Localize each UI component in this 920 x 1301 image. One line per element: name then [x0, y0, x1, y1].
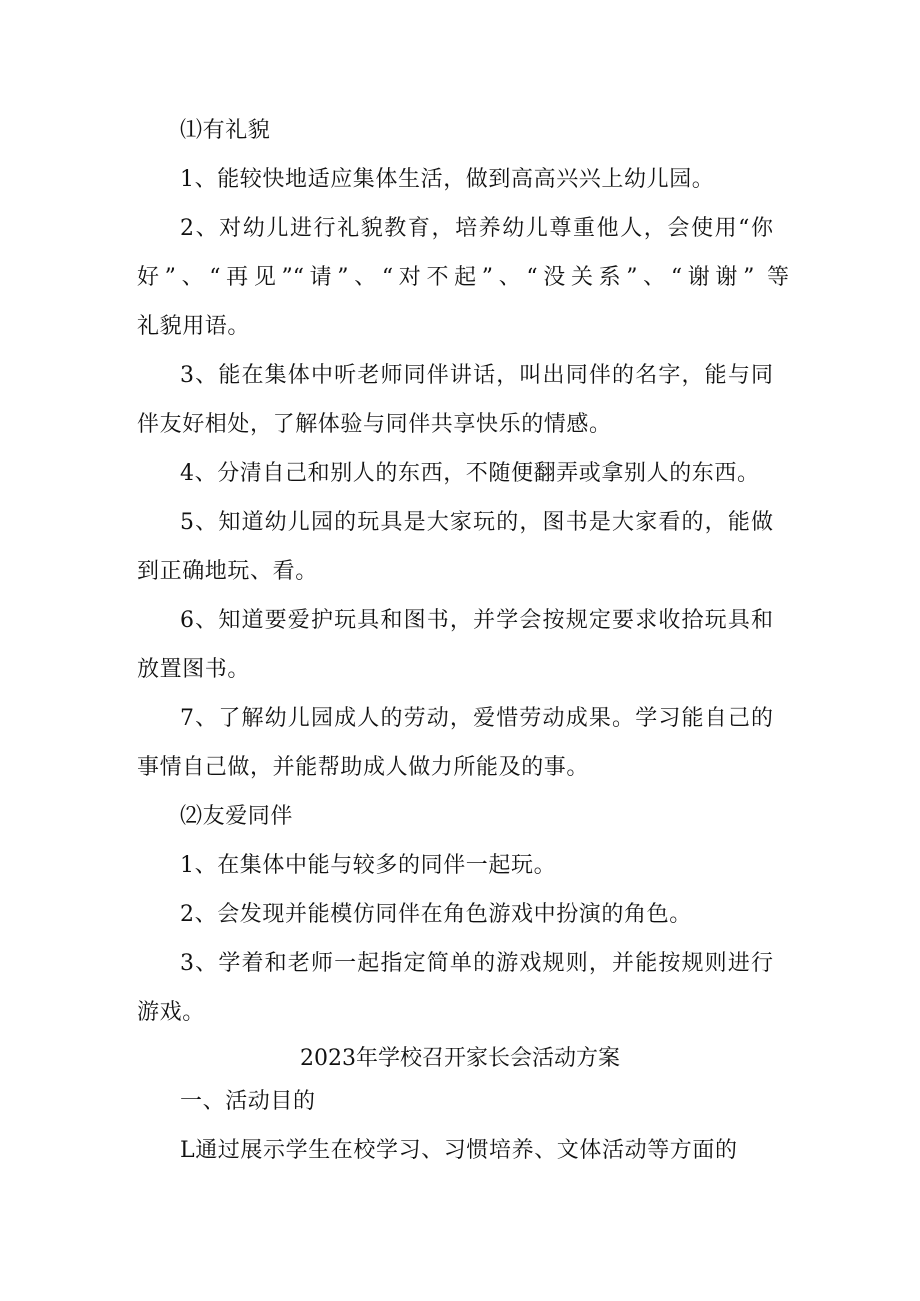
paragraph-friendship-1: 1、在集体中能与较多的同伴一起玩。	[180, 853, 557, 878]
plan-title: 2023年学校召开家长会活动方案	[300, 1046, 620, 1071]
paragraph-friendship-2: 2、会发现并能模仿同伴在角色游戏中扮演的角色。	[180, 902, 692, 927]
paragraph-courtesy-4: 4、分清自己和别人的东西，不随便翻弄或拿别人的东西。	[180, 461, 760, 486]
paragraph-courtesy-5-line1: 5、知道幼儿园的玩具是大家玩的，图书是大家看的，能做	[180, 510, 773, 535]
paragraph-courtesy-2-line3: 礼貌用语。	[137, 314, 251, 339]
paragraph-courtesy-2-line1: 2、对幼儿进行礼貌教育，培养幼儿尊重他人，会使用“你	[180, 216, 773, 241]
paragraph-friendship-3-line2: 游戏。	[137, 1000, 205, 1025]
paragraph-courtesy-6-line2: 放置图书。	[137, 657, 251, 682]
section-heading-courtesy: ⑴有礼貌	[180, 118, 271, 143]
paragraph-courtesy-5-line2: 到正确地玩、看。	[137, 559, 318, 584]
plan-paragraph-1-line1: L通过展示学生在校学习、习惯培养、文体活动等方面的	[180, 1138, 738, 1163]
paragraph-friendship-3-line1: 3、学着和老师一起指定简单的游戏规则，并能按规则进行	[180, 951, 773, 976]
paragraph-courtesy-3-line1: 3、能在集体中听老师同伴讲话，叫出同伴的名字，能与同	[180, 363, 773, 388]
paragraph-courtesy-6-line1: 6、知道要爱护玩具和图书，并学会按规定要求收拾玩具和	[180, 608, 773, 633]
paragraph-courtesy-7-line1: 7、了解幼儿园成人的劳动，爱惜劳动成果。学习能自己的	[180, 706, 773, 731]
paragraph-courtesy-3-line2: 伴友好相处，了解体验与同伴共享快乐的情感。	[137, 412, 612, 437]
paragraph-courtesy-7-line2: 事情自己做，并能帮助成人做力所能及的事。	[137, 755, 590, 780]
paragraph-courtesy-2-line2: 好”、“再见”“请”、“对不起”、“没关系”、“谢谢” 等	[137, 265, 789, 290]
paragraph-courtesy-1: 1、能较快地适应集体生活，做到高高兴兴上幼儿园。	[180, 167, 715, 192]
section-heading-friendship: ⑵友爱同伴	[180, 804, 294, 829]
plan-section-heading: 一、活动目的	[180, 1089, 316, 1114]
